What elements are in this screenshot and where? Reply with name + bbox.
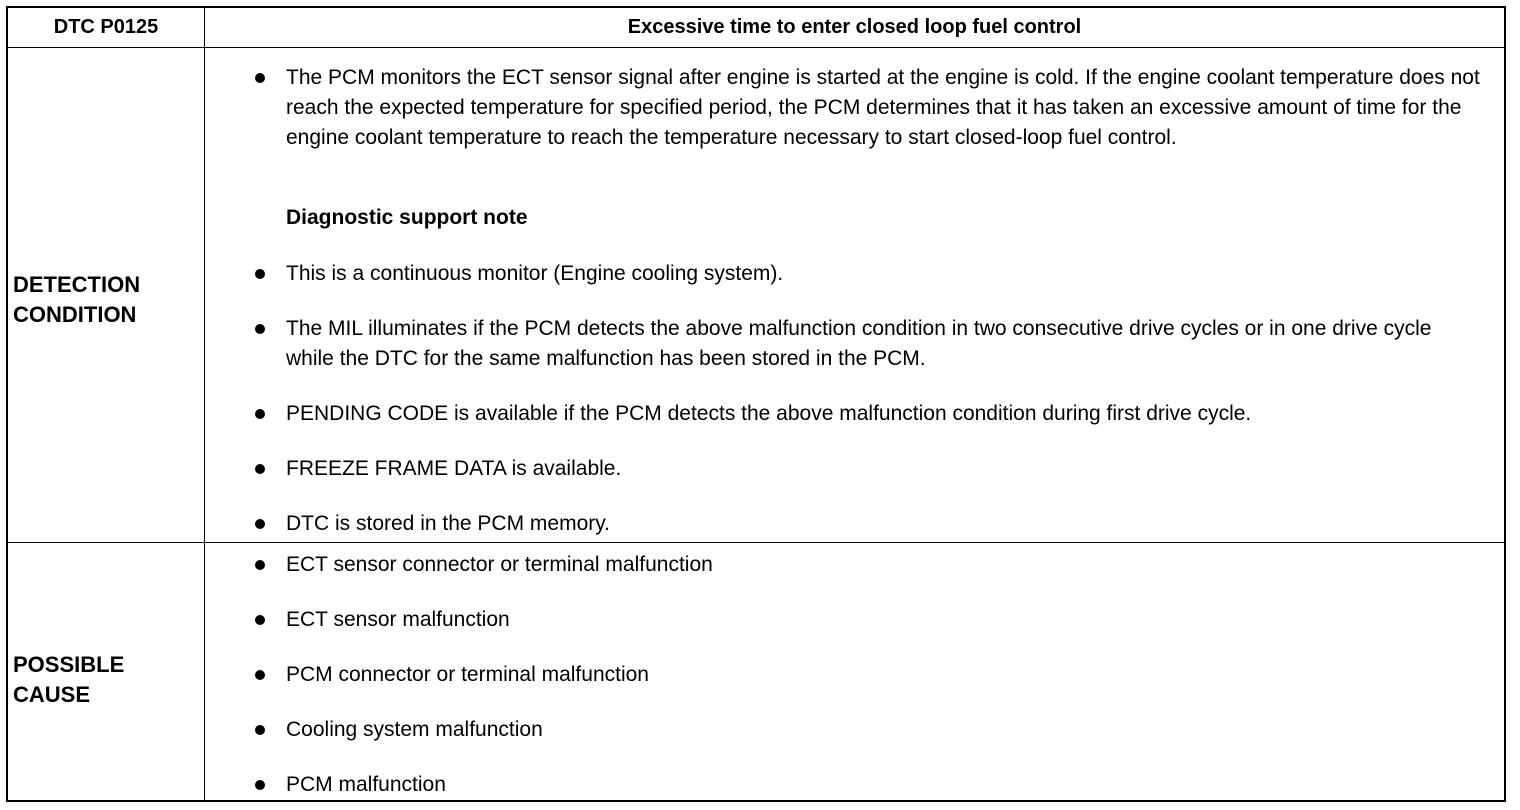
bullet-icon — [255, 324, 265, 334]
bullet-icon — [255, 615, 265, 625]
list-item: PENDING CODE is available if the PCM detects the above malfunction condition during first drive cycle. — [286, 402, 1252, 425]
dtc-code-cell — [8, 8, 205, 47]
list-item: ECT sensor connector or terminal malfunction — [286, 553, 713, 576]
detection-condition-row — [8, 48, 1504, 543]
dtc-title: Excessive time to enter closed loop fuel control — [627, 16, 1082, 38]
bullet-icon — [255, 73, 265, 83]
possible-cause-label: POSSIBLE CAUSE — [13, 652, 125, 707]
bullet-icon — [255, 670, 265, 680]
list-item: This is a continuous monitor (Engine cooling system). — [286, 262, 784, 285]
bullet-icon — [255, 464, 265, 474]
bullet-icon — [255, 725, 265, 735]
possible-cause-content-cell — [205, 543, 1504, 800]
list-item: PCM connector or terminal malfunction — [286, 663, 649, 686]
list-item: PCM malfunction — [286, 773, 446, 796]
list-item: ECT sensor malfunction — [286, 608, 510, 631]
bullet-icon — [255, 780, 265, 790]
list-item: The PCM monitors the ECT sensor signal after engine is started at the engine is cold. If the engine coolant temperature does not reach the expected temperature for specified period, the PCM determines that it has taken an excessive amount of time for the engine coolant temperature to reach the temperature necessary to start closed-loop fuel control. — [286, 66, 1480, 149]
list-item: FREEZE FRAME DATA is available. — [286, 457, 622, 480]
bullet-icon — [255, 269, 265, 279]
bullet-icon — [255, 560, 265, 570]
list-item: Cooling system malfunction — [286, 718, 543, 741]
detection-label-cell — [8, 48, 205, 542]
dtc-code: DTC P0125 — [53, 16, 159, 38]
table-header-row — [8, 8, 1504, 48]
dtc-table — [6, 6, 1506, 802]
bullet-icon — [255, 519, 265, 529]
list-item: The MIL illuminates if the PCM detects the above malfunction condition in two consecutive drive cycles or in one drive cycle while the DTC for the same malfunction has been stored in the PCM. — [286, 317, 1432, 370]
dtc-title-cell — [205, 8, 1504, 47]
possible-cause-row — [8, 543, 1504, 800]
detection-condition-label: DETECTION CONDITION — [13, 272, 141, 327]
list-item: DTC is stored in the PCM memory. — [286, 512, 611, 535]
bullet-icon — [255, 409, 265, 419]
possible-cause-label-cell — [8, 543, 205, 800]
detection-content-cell — [205, 48, 1504, 542]
diagnostic-support-note-heading: Diagnostic support note — [286, 206, 528, 229]
